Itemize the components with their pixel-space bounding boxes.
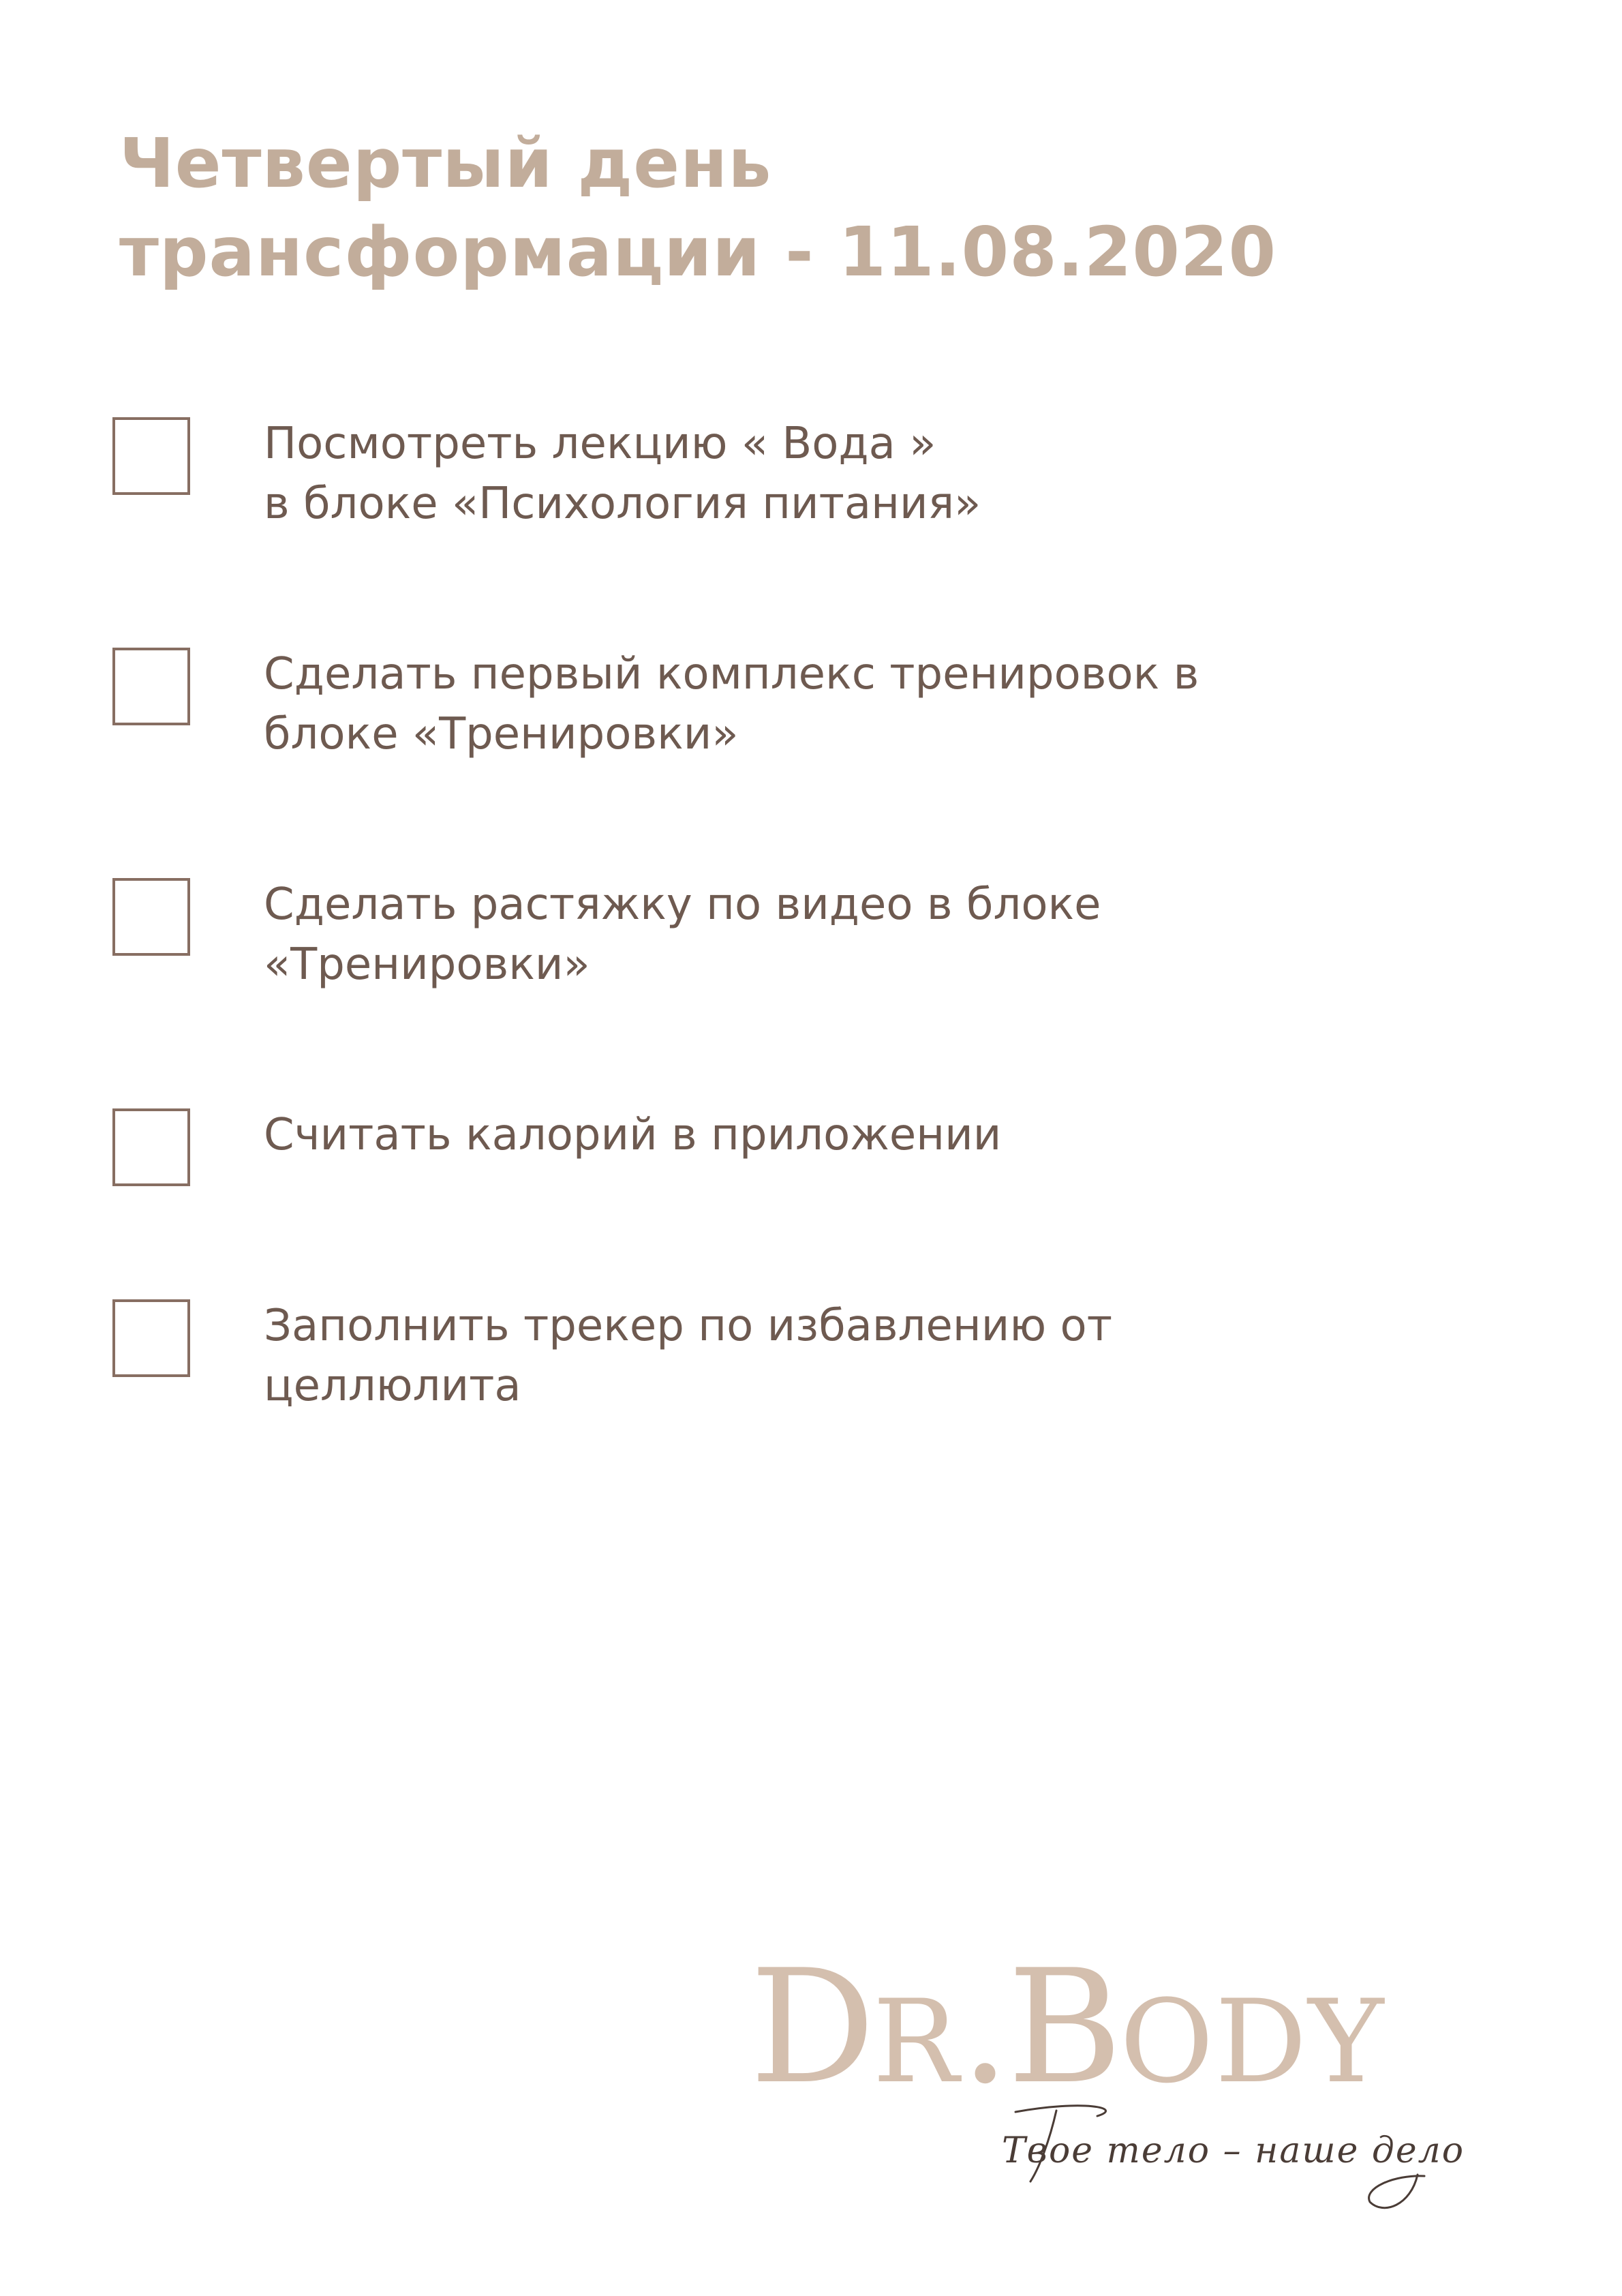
task-checkbox-3[interactable] (112, 878, 190, 956)
task-label-5-line-2: целлюлита (264, 1361, 521, 1411)
brand-tagline (1002, 2093, 1547, 2229)
task-checkbox-5[interactable] (112, 1299, 190, 1377)
task-label-4 (264, 1105, 1001, 1165)
task-label-3-line-1: Сделать растяжку по видео в блоке (264, 879, 1101, 930)
logo-letter-b: B (1007, 1937, 1120, 2119)
task-label-1-line-2: в блоке «Психология питания» (264, 479, 981, 529)
page-title-line-2: трансформации - 11.08.2020 (119, 212, 1277, 292)
task-label-4-line-1: Считать калорий в приложении (264, 1110, 1002, 1160)
brand-logo (750, 1937, 1554, 2236)
task-label-2 (264, 644, 1199, 764)
brand-tagline-text: Твое тело – наше дело (1002, 2130, 1465, 2171)
logo-letter-r: R (872, 1975, 960, 2109)
page-title (119, 119, 1276, 297)
task-label-2-line-1: Сделать первый комплекс тренировок в (264, 649, 1199, 699)
task-checkbox-4[interactable] (112, 1108, 190, 1186)
task-checkbox-1[interactable] (112, 417, 190, 495)
task-label-3-line-2: «Тренировки» (264, 939, 590, 990)
logo-letter-d: D (750, 1937, 873, 2119)
task-label-5 (264, 1296, 1112, 1416)
task-checkbox-2[interactable] (112, 648, 190, 725)
task-label-5-line-1: Заполнить трекер по избавлению от (264, 1301, 1112, 1351)
task-label-2-line-2: блоке «Тренировки» (264, 709, 739, 759)
logo-letters-ody: ODY (1120, 1975, 1386, 2109)
page-title-line-1: Четвертый день (119, 123, 772, 203)
logo-dot: . (960, 1937, 1008, 2119)
task-label-3 (264, 875, 1101, 995)
task-label-1 (264, 414, 981, 534)
task-label-1-line-1: Посмотреть лекцию « Вода » (264, 419, 936, 469)
